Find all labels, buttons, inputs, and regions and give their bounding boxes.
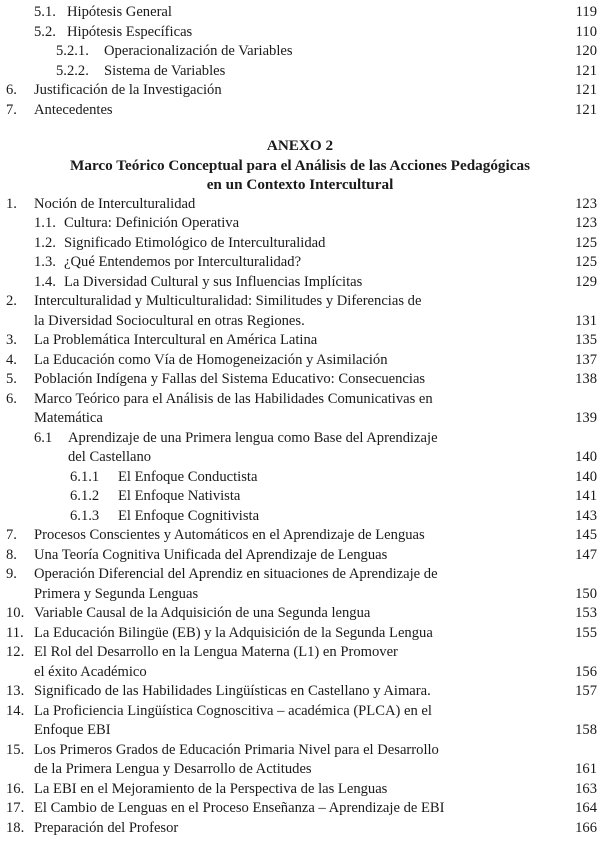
- toc-entry-page: 164: [575, 800, 597, 816]
- toc-entry-title: Antecedentes: [34, 101, 113, 118]
- toc-entry-title: Población Indígena y Fallas del Sistema Educativo: Consecuencias: [34, 371, 426, 387]
- annex-title-line-2: en un Contexto Intercultural: [206, 176, 394, 193]
- toc-entry: [0, 253, 600, 273]
- toc-entry-title: Significado de las Habilidades Lingüísticas en Castellano y Aimara.: [34, 683, 431, 699]
- toc-entry-page: 135: [575, 332, 597, 348]
- toc-entry-number: 1.: [6, 195, 17, 212]
- toc-entry-title: del Castellano: [68, 449, 152, 465]
- toc-entry-page: 123: [575, 215, 597, 231]
- toc-entry-title: La Educación Bilingüe (EB) y la Adquisición de la Segunda Lengua: [34, 624, 433, 641]
- toc-entry: [0, 643, 600, 663]
- toc-entry-page: 137: [575, 351, 597, 368]
- toc-entry-number: 11.: [6, 624, 24, 641]
- toc-entry: [0, 81, 600, 101]
- toc-entry-title: El Cambio de Lenguas en el Proceso Enseñanza – Aprendizaje de EBI: [34, 800, 445, 816]
- toc-entry-page: 150: [575, 585, 597, 602]
- toc-entry-number: 5.2.2.: [56, 62, 89, 79]
- toc-entry: [0, 62, 600, 82]
- toc-entry-page: 125: [575, 234, 597, 251]
- toc-entry-number: 8.: [6, 546, 17, 563]
- toc-entry-title: Procesos Conscientes y Automáticos en el Aprendizaje de Lenguas: [34, 527, 425, 543]
- toc-entry-number: 14.: [6, 702, 25, 719]
- toc-entry: [0, 799, 600, 819]
- toc-entry-page: 125: [575, 254, 597, 270]
- toc-entry-title: El Enfoque Nativista: [118, 488, 241, 504]
- toc-entry-page: 158: [575, 722, 597, 738]
- toc-entry-page: 143: [575, 507, 597, 524]
- toc-entry-title: el éxito Académico: [34, 663, 147, 680]
- toc-entry-number: 5.1.: [34, 4, 56, 20]
- toc-entry-number: 12.: [6, 644, 25, 660]
- toc-entry-page: 155: [575, 624, 597, 641]
- toc-entry: [0, 702, 600, 722]
- toc-entry-title: La Problemática Intercultural en América Latina: [34, 332, 318, 348]
- toc-entry-title: Matemática: [34, 410, 103, 426]
- toc-entry-number: 2.: [6, 293, 17, 309]
- toc-entry-page: 139: [575, 410, 597, 426]
- toc-entry-title: La EBI en el Mejoramiento de la Perspectiva de las Lenguas: [34, 780, 388, 797]
- toc-entry-title: El Rol del Desarrollo en la Lengua Materna (L1) en Promover: [34, 644, 398, 660]
- toc-entry: [0, 663, 600, 683]
- toc-entry: [0, 23, 600, 43]
- toc-entry-number: 15.: [6, 741, 25, 758]
- toc-entry: [0, 3, 600, 23]
- toc-entry-page: 166: [575, 819, 597, 836]
- toc-entry: [0, 195, 600, 215]
- toc-entry-number: 16.: [6, 780, 25, 797]
- toc-entry-page: 121: [575, 62, 597, 79]
- toc-entry-number: 3.: [6, 332, 17, 348]
- annex-label: ANEXO 2: [266, 137, 334, 154]
- toc-entry-number: 7.: [6, 101, 17, 118]
- toc-entry-page: 123: [575, 195, 597, 212]
- toc-entry: [0, 624, 600, 644]
- toc-entry: [0, 331, 600, 351]
- toc-entry: [0, 526, 600, 546]
- toc-entry-page: 120: [575, 43, 597, 59]
- toc-entry-number: 6.: [6, 390, 17, 407]
- toc-entry: [0, 273, 600, 293]
- toc-entry-title: Enfoque EBI: [34, 722, 111, 738]
- toc-entry: [0, 312, 600, 332]
- toc-entry-number: 4.: [6, 351, 17, 368]
- toc-entry-number: 10.: [6, 605, 25, 621]
- toc-entry-title: la Diversidad Sociocultural en otras Regiones.: [34, 312, 305, 329]
- toc-entry-title: Operación Diferencial del Aprendiz en situaciones de Aprendizaje de: [34, 566, 438, 582]
- toc-entry: [0, 604, 600, 624]
- toc-entry-title: La Educación como Vía de Homogeneización y Asimilación: [34, 351, 388, 368]
- toc-entry: [0, 565, 600, 585]
- toc-entry: [0, 101, 600, 121]
- toc-entry-number: 6.: [6, 82, 17, 98]
- toc-entry-title: Primera y Segunda Lenguas: [34, 585, 199, 602]
- toc-entry-title: Justificación de la Investigación: [34, 82, 222, 98]
- toc-entry: [0, 507, 600, 527]
- toc-entry-title: Hipótesis General: [67, 4, 172, 20]
- toc-entry: [0, 448, 600, 468]
- toc-list-annex: [0, 195, 600, 839]
- toc-entry-number: 13.: [6, 683, 25, 699]
- toc-list-continued: [0, 3, 600, 120]
- toc-entry-number: 5.2.: [34, 23, 56, 40]
- toc-entry-number: 7.: [6, 527, 17, 543]
- toc-entry-page: 119: [575, 4, 597, 20]
- toc-entry-number: 6.1.1: [70, 468, 100, 485]
- toc-entry-number: 5.2.1.: [56, 43, 89, 59]
- toc-entry-page: 157: [575, 683, 597, 699]
- toc-entry-number: 6.1: [34, 429, 53, 446]
- toc-entry-page: 141: [575, 488, 597, 504]
- toc-entry-number: 1.4.: [34, 273, 56, 290]
- toc-entry-number: 1.2.: [34, 234, 56, 251]
- toc-entry-title: El Enfoque Cognitivista: [118, 507, 260, 524]
- toc-entry-page: 110: [575, 23, 597, 40]
- toc-entry: [0, 390, 600, 410]
- toc-entry-number: 5.: [6, 371, 17, 387]
- toc-entry: [0, 760, 600, 780]
- toc-entry: [0, 42, 600, 62]
- toc-entry: [0, 487, 600, 507]
- toc-entry-page: 153: [575, 605, 597, 621]
- toc-entry-number: 9.: [6, 566, 17, 582]
- toc-entry-page: 140: [575, 468, 597, 485]
- toc-entry-title: Operacionalización de Variables: [104, 43, 293, 59]
- toc-entry-page: 140: [575, 449, 597, 465]
- toc-entry-page: 121: [575, 82, 597, 98]
- annex-title-line-1: Marco Teórico Conceptual para el Análisis de las Acciones Pedagógicas: [70, 156, 530, 174]
- toc-entry: [0, 819, 600, 839]
- toc-entry: [0, 351, 600, 371]
- toc-entry: [0, 682, 600, 702]
- toc-entry-title: El Enfoque Conductista: [118, 468, 258, 485]
- toc-entry-page: 156: [575, 663, 597, 680]
- toc-entry-title: La Diversidad Cultural y sus Influencias Implícitas: [64, 273, 363, 290]
- toc-entry-number: 1.3.: [34, 254, 56, 270]
- toc-entry: [0, 409, 600, 429]
- toc-entry-page: 131: [575, 312, 597, 329]
- toc-entry: [0, 468, 600, 488]
- toc-page: [0, 3, 600, 838]
- toc-entry: [0, 214, 600, 234]
- toc-entry-title: Variable Causal de la Adquisición de una Segunda lengua: [34, 605, 371, 621]
- toc-entry-number: 17.: [6, 800, 25, 816]
- toc-entry-title: Significado Etimológico de Interculturalidad: [64, 234, 326, 251]
- toc-entry-page: 129: [575, 273, 597, 290]
- toc-entry-title: Hipótesis Específicas: [67, 23, 193, 40]
- toc-entry-page: 145: [575, 527, 597, 543]
- toc-entry-title: La Proficiencia Lingüística Cognoscitiva – académica (PLCA) en el: [34, 702, 432, 719]
- toc-entry: [0, 780, 600, 800]
- toc-entry: [0, 585, 600, 605]
- toc-entry-page: 163: [575, 780, 597, 797]
- toc-entry-number: 1.1.: [34, 215, 56, 231]
- toc-entry: [0, 429, 600, 449]
- toc-entry-title: Sistema de Variables: [104, 62, 226, 79]
- toc-entry-title: Los Primeros Grados de Educación Primaria Nivel para el Desarrollo: [34, 741, 439, 758]
- toc-entry-page: 121: [575, 101, 597, 118]
- toc-entry-title: de la Primera Lengua y Desarrollo de Actitudes: [34, 761, 312, 777]
- toc-entry-title: Cultura: Definición Operativa: [64, 215, 240, 231]
- toc-entry: [0, 234, 600, 254]
- toc-entry: [0, 370, 600, 390]
- toc-entry-title: Marco Teórico para el Análisis de las Habilidades Comunicativas en: [34, 390, 433, 407]
- toc-entry: [0, 292, 600, 312]
- toc-entry-title: ¿Qué Entendemos por Interculturalidad?: [64, 254, 302, 270]
- toc-entry: [0, 741, 600, 761]
- toc-entry-title: Noción de Interculturalidad: [34, 195, 196, 212]
- toc-entry: [0, 721, 600, 741]
- toc-entry-page: 161: [575, 761, 597, 777]
- toc-entry-title: Preparación del Profesor: [34, 819, 179, 836]
- toc-entry-number: 6.1.2: [70, 488, 100, 504]
- toc-entry-title: Una Teoría Cognitiva Unificada del Aprendizaje de Lenguas: [34, 546, 388, 563]
- toc-entry-title: Interculturalidad y Multiculturalidad: Similitudes y Diferencias de: [34, 293, 422, 309]
- toc-entry-number: 6.1.3: [70, 507, 100, 524]
- toc-entry: [0, 546, 600, 566]
- toc-entry-title: Aprendizaje de una Primera lengua como Base del Aprendizaje: [68, 429, 438, 446]
- toc-entry-page: 138: [575, 371, 597, 387]
- toc-entry-number: 18.: [6, 819, 25, 836]
- toc-entry-page: 147: [575, 546, 597, 563]
